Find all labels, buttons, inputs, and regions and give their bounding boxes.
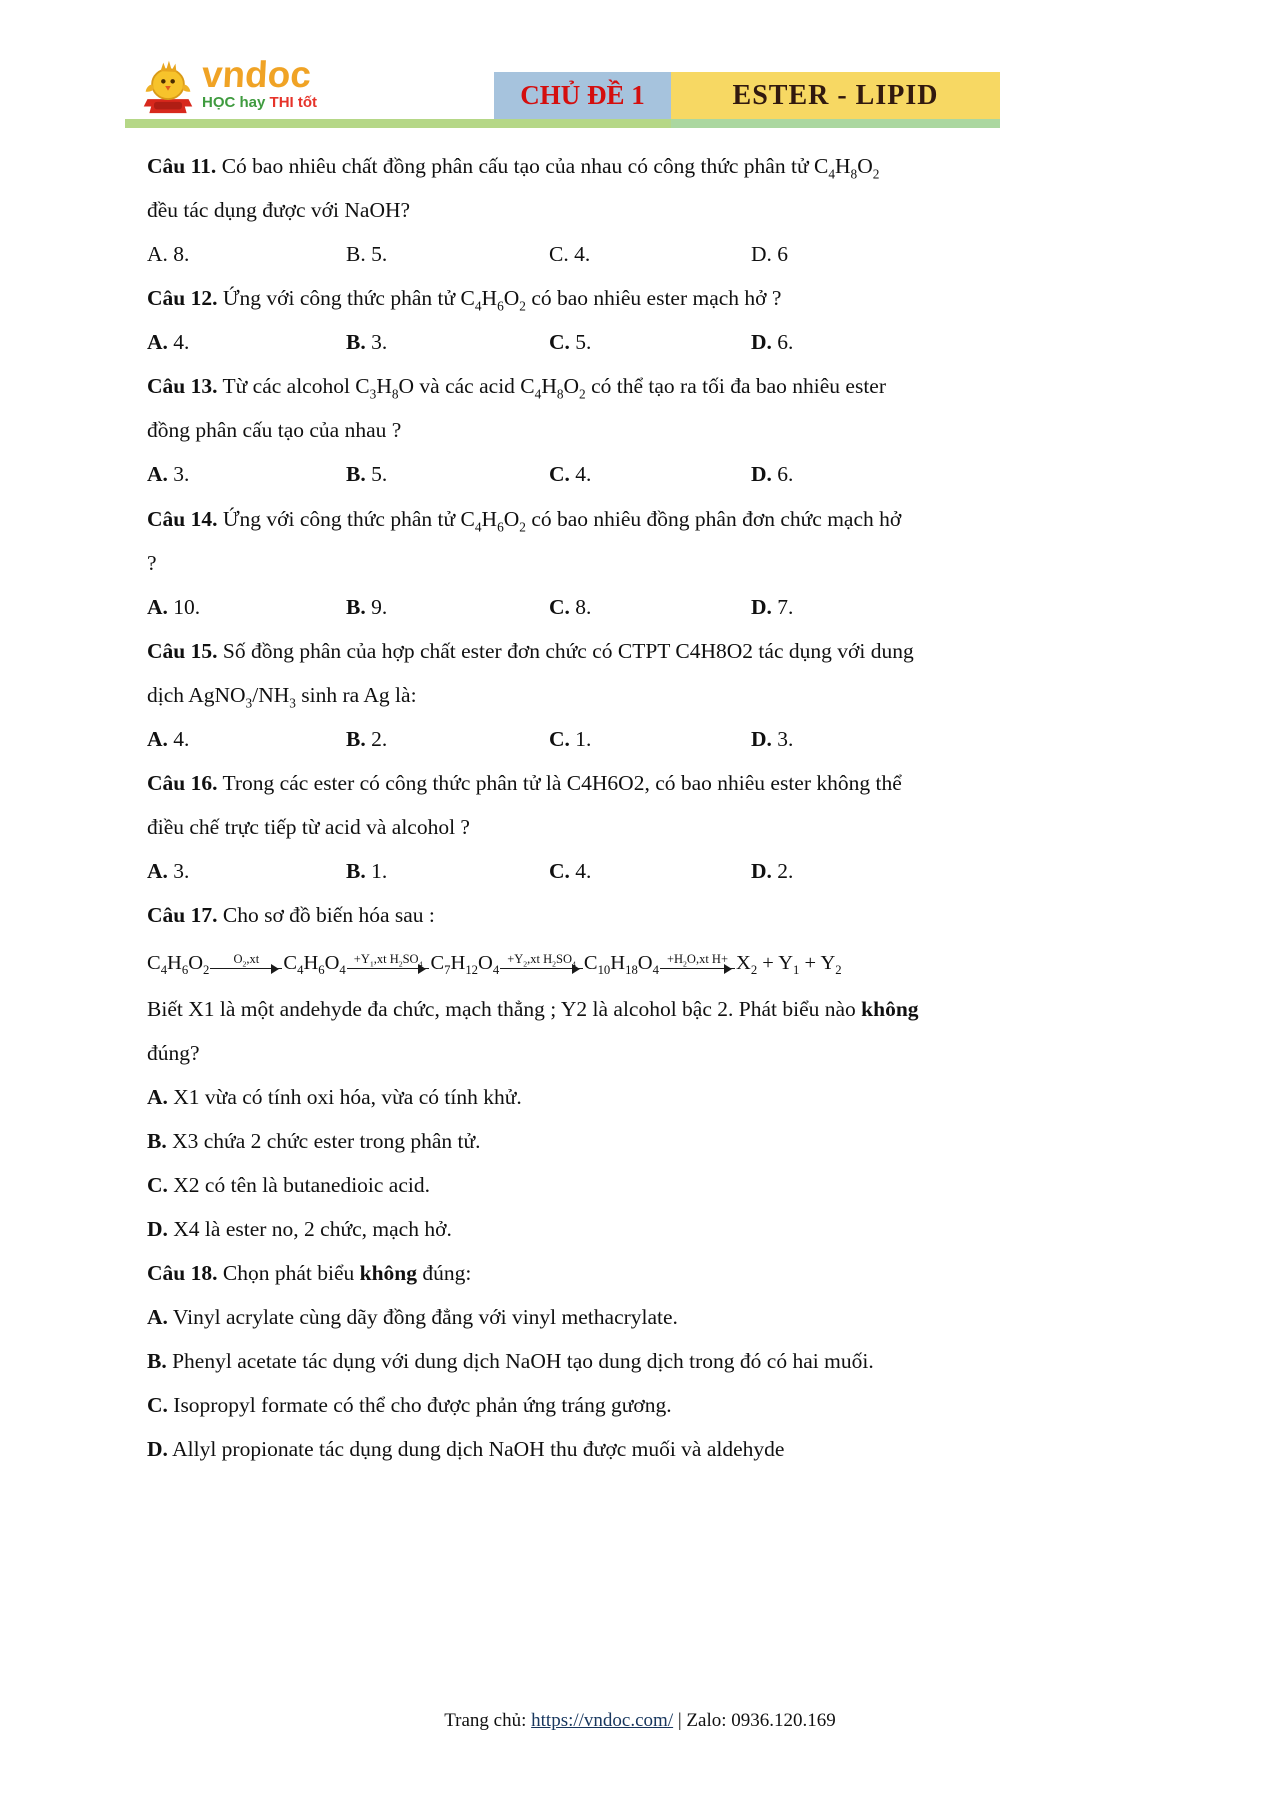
- page-footer: [0, 1710, 1280, 1810]
- option-letter: A.: [147, 1305, 168, 1330]
- reaction-arrow-label: $+Y_2,xt$ $H_2SO_4$: [507, 951, 576, 969]
- options-row: [147, 717, 1162, 761]
- question-note: Biết X1 là một andehyde đa chức, mạch thẳng ; Y2 là alcohol bậc 2. Phát biểu nào không đúng?: [147, 996, 919, 1065]
- question: [147, 497, 1162, 629]
- brand-text: vndoc: [200, 54, 313, 95]
- option-letter: B.: [346, 859, 366, 883]
- options-stack: [147, 1295, 1162, 1471]
- option-letter: D.: [751, 859, 772, 883]
- vndoc-chick-icon: [140, 56, 196, 121]
- option-letter: A.: [147, 242, 168, 267]
- reaction-formula: $C_4H_6O_2$: [147, 952, 210, 978]
- reaction-scheme: [147, 951, 1162, 977]
- question-text: Câu 12. Ứng với công thức phân tử $C_4H_6O_2$ có bao nhiêu ester mạch hở ?: [147, 286, 782, 314]
- vndoc-logo: [140, 56, 317, 121]
- question: [147, 629, 1162, 761]
- question-text: Câu 16. Trong các ester có công thức phân tử là C4H6O2, có bao nhiêu ester không thể điều chế trực tiếp từ acid và alcohol ?: [147, 770, 902, 839]
- reaction-arrow-label: $+Y_1,xt$ $H_2SO_4$: [353, 951, 423, 969]
- option: D. Allyl propionate tác dụng dung dịch NaOH thu được muối và aldehyde: [147, 1437, 785, 1462]
- reaction-arrow-label: $+H_2O,xt$ H+: [666, 951, 728, 969]
- question-label: Câu 15.: [147, 638, 218, 663]
- question-text: Câu 18. Chọn phát biểu không đúng:: [147, 1261, 472, 1286]
- options-stack: [147, 1075, 1162, 1251]
- option: C. 1.: [549, 726, 592, 751]
- reaction-formula: $X_2 + Y_1 + Y_2$: [736, 952, 842, 978]
- question-label: Câu 17.: [147, 903, 218, 928]
- option-letter: A.: [147, 1084, 168, 1109]
- option: B. 2.: [346, 726, 388, 751]
- option: C. 4.: [549, 242, 591, 267]
- option-letter: D.: [751, 330, 772, 355]
- question-text: Câu 17. Cho sơ đồ biến hóa sau :: [147, 903, 435, 928]
- option-letter: C.: [549, 594, 570, 619]
- option-letter: D.: [751, 726, 772, 751]
- option: C. X2 có tên là butanedioic acid.: [147, 1173, 430, 1197]
- option-letter: C.: [549, 859, 570, 883]
- option-letter: B.: [147, 1128, 167, 1153]
- option: D. 3.: [751, 726, 794, 751]
- question: [147, 276, 1162, 364]
- reaction-arrow-label: $O_2,xt$: [233, 951, 260, 969]
- option-letter: A.: [147, 726, 168, 751]
- reaction-arrow: [500, 953, 583, 970]
- option: C. 8.: [549, 594, 592, 619]
- option: A. 3.: [147, 462, 190, 487]
- option-letter: D.: [147, 1217, 168, 1242]
- question-label: Câu 14.: [147, 506, 218, 531]
- option: D. 2.: [751, 859, 794, 883]
- option-letter: A.: [147, 330, 168, 355]
- logo-tagline: HỌC hay THI tốt: [202, 94, 318, 111]
- option: C. 4.: [549, 859, 592, 883]
- question-list: [0, 138, 1280, 1471]
- question: [147, 893, 1162, 1251]
- question-text: Câu 14. Ứng với công thức phân tử $C_4H_6O_2$ có bao nhiêu đồng phân đơn chức mạch hở ?: [147, 506, 902, 575]
- options-row: [147, 585, 1162, 629]
- option: B. Phenyl acetate tác dụng với dung dịch NaOH tạo dung dịch trong đó có hai muối.: [147, 1349, 874, 1374]
- footer-home-label: Trang chủ:: [444, 1710, 532, 1731]
- option-letter: C.: [147, 1173, 168, 1197]
- option: B. 3.: [346, 330, 388, 355]
- option-letter: B.: [346, 242, 366, 267]
- option: C. 4.: [549, 462, 592, 487]
- option: D. 6.: [751, 330, 794, 355]
- option-letter: A.: [147, 594, 168, 619]
- option: D. 6: [751, 242, 789, 267]
- reaction-arrow: [210, 953, 282, 970]
- option: A. X1 vừa có tính oxi hóa, vừa có tính khử.: [147, 1084, 522, 1109]
- question: [147, 364, 1162, 496]
- option-letter: D.: [147, 1437, 168, 1462]
- option-letter: B.: [346, 594, 366, 619]
- option-letter: C.: [549, 462, 570, 487]
- option: D. X4 là ester no, 2 chức, mạch hở.: [147, 1217, 452, 1242]
- question-label: Câu 11.: [147, 154, 217, 178]
- option: B. 5.: [346, 462, 388, 487]
- question: [147, 761, 1162, 893]
- option-letter: D.: [751, 462, 772, 487]
- reaction-formula: $C_7H_{12}O_4$: [430, 952, 500, 978]
- arrow-line: [660, 968, 735, 969]
- header-rule-left: [125, 119, 671, 128]
- question-text: Câu 11. Có bao nhiêu chất đồng phân cấu tạo của nhau có công thức phân tử $C_4H_8O_2$ đều tác dụng được với NaOH?: [147, 154, 880, 223]
- question-label: Câu 13.: [147, 374, 218, 399]
- footer-link[interactable]: https://vndoc.com/: [531, 1710, 674, 1731]
- question-label: Câu 16.: [147, 770, 218, 795]
- reaction-arrow: [347, 953, 430, 970]
- option-letter: B.: [346, 330, 366, 355]
- option: C. Isopropyl formate có thể cho được phản ứng tráng gương.: [147, 1393, 672, 1418]
- reaction-arrow: [660, 953, 735, 970]
- option: A. 3.: [147, 859, 190, 883]
- option-letter: C.: [549, 726, 570, 751]
- chapter-badge: CHỦ ĐỀ 1: [494, 72, 671, 119]
- option: A. 4.: [147, 330, 190, 355]
- option: B. 5.: [346, 242, 388, 267]
- footer-zalo: | Zalo: 0936.120.169: [673, 1710, 836, 1731]
- options-row: [147, 232, 1162, 276]
- arrow-line: [347, 968, 430, 969]
- option-letter: A.: [147, 462, 168, 487]
- page-title: ESTER - LIPID: [671, 72, 1000, 119]
- question: [147, 1251, 1162, 1471]
- option: A. Vinyl acrylate cùng dãy đồng đẳng với vinyl methacrylate.: [147, 1305, 678, 1330]
- question-text: Câu 13. Từ các alcohol $C_3H_8O$ và các acid $C_4H_8O_2$ có thể tạo ra tối đa bao nhiêu ester đồng phân cấu tạo của nhau ?: [147, 374, 887, 443]
- option: A. 10.: [147, 594, 201, 619]
- options-row: [147, 452, 1162, 496]
- option: B. X3 chứa 2 chức ester trong phân tử.: [147, 1128, 481, 1153]
- vndoc-logo-text: [202, 56, 317, 110]
- question-label: Câu 12.: [147, 286, 218, 311]
- option-letter: B.: [346, 462, 366, 487]
- option: B. 1.: [346, 859, 388, 883]
- option-letter: C.: [549, 242, 569, 267]
- option: D. 6.: [751, 462, 794, 487]
- option-letter: B.: [346, 726, 366, 751]
- option-letter: B.: [147, 1349, 167, 1374]
- question-label: Câu 18.: [147, 1261, 218, 1286]
- reaction-formula: $C_{10}H_{18}O_4$: [583, 952, 659, 978]
- option: D. 7.: [751, 594, 794, 619]
- option: A. 4.: [147, 726, 190, 751]
- option-letter: D.: [751, 242, 772, 267]
- page-header: [0, 0, 1280, 138]
- option-letter: A.: [147, 859, 168, 883]
- header-rule-right: [671, 119, 1000, 128]
- option: C. 5.: [549, 330, 592, 355]
- question: [147, 144, 1162, 276]
- reaction-formula: $C_4H_6O_4$: [283, 952, 346, 978]
- question-text: Câu 15. Số đồng phân của hợp chất ester đơn chức có CTPT C4H8O2 tác dụng với dung dịch $AgNO_3/NH_3$ sinh ra Ag là:: [147, 638, 914, 711]
- option-letter: C.: [147, 1393, 168, 1418]
- option: A. 8.: [147, 242, 190, 267]
- options-row: [147, 849, 1162, 893]
- option-letter: C.: [549, 330, 570, 355]
- option-letter: D.: [751, 594, 772, 619]
- option: B. 9.: [346, 594, 388, 619]
- arrow-line: [210, 968, 282, 969]
- arrow-line: [500, 968, 583, 969]
- options-row: [147, 320, 1162, 364]
